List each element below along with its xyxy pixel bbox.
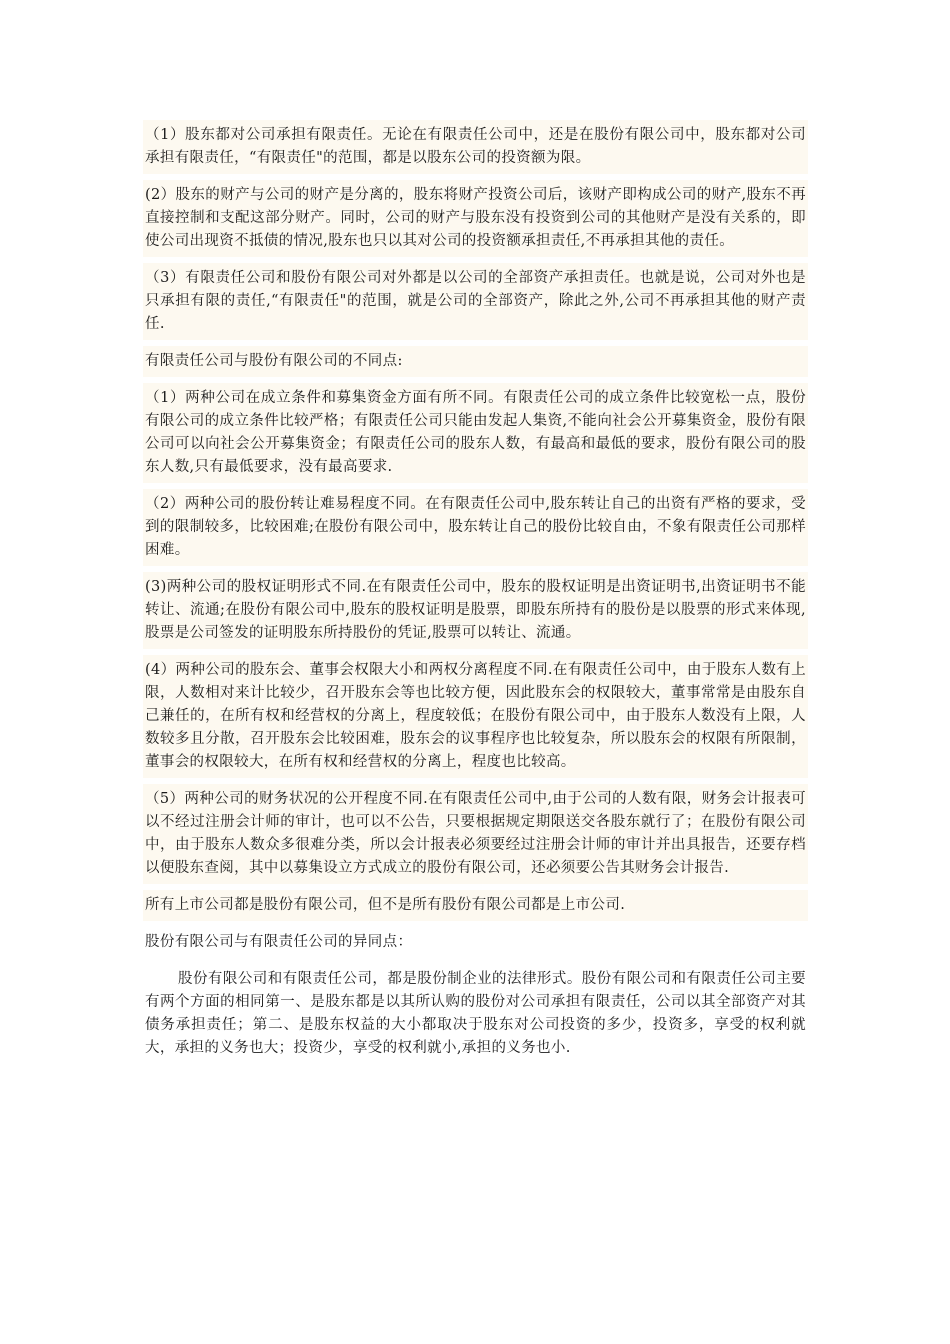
paragraph-common-2: (2）股东的财产与公司的财产是分离的，股东将财产投资公司后，该财产即构成公司的财产,股东不再直接控制和支配这部分财产。同时，公司的财产与股东没有投资到公司的其他财产是没有关系的，即使公司出现资不抵债的情况,股东也只以其对公司的投资额承担责任,不再承担其他的责任。: [143, 180, 808, 257]
paragraph-common-3: （3）有限责任公司和股份有限公司对外都是以公司的全部资产承担责任。也就是说，公司对外也是只承担有限的责任,“有限责任"的范围，就是公司的全部资产，除此之外,公司不再承担其他的财产责任.: [143, 263, 808, 340]
paragraph-listed-companies: 所有上市公司都是股份有限公司，但不是所有股份有限公司都是上市公司.: [143, 890, 808, 921]
section-heading-similarities: 股份有限公司与有限责任公司的异同点：: [145, 934, 413, 950]
section-heading-differences: 有限责任公司与股份有限公司的不同点:: [143, 346, 808, 377]
paragraph-difference-2: （2）两种公司的股份转让难易程度不同。在有限责任公司中,股东转让自己的出资有严格的要求，受到的限制较多，比较困难;在股份有限公司中，股东转让自己的股份比较自由，不象有限责任公司那样困难。: [143, 489, 808, 566]
paragraph-similarities: 股份有限公司和有限责任公司，都是股份制企业的法律形式。股份有限公司和有限责任公司主要有两个方面的相同第一、是股东都是以其所认购的股份对公司承担有限责任，公司以其全部资产对其债务承担责任；第二、是股东权益的大小都取决于股东对公司投资的多少，投资多，享受的权利就大，承担的义务也大；投资少，享受的权利就小,承担的义务也小.: [145, 971, 806, 1056]
paragraph-difference-1: （1）两种公司在成立条件和募集资金方面有所不同。有限责任公司的成立条件比较宽松一点，股份有限公司的成立条件比较严格；有限责任公司只能由发起人集资,不能向社会公开募集资金，股份有限公司可以向社会公开募集资金；有限责任公司的股东人数，有最高和最低的要求，股份有限公司的股东人数,只有最低要求，没有最高要求.: [143, 383, 808, 483]
paragraph-difference-5: （5）两种公司的财务状况的公开程度不同.在有限责任公司中,由于公司的人数有限，财务会计报表可以不经过注册会计师的审计，也可以不公告，只要根据规定期限送交各股东就行了；在股份有限公司中，由于股东人数众多很难分类，所以会计报表必须要经过注册会计师的审计并出具报告，还要存档以便股东查阅，其中以募集设立方式成立的股份有限公司，还必须要公告其财务会计报告.: [143, 784, 808, 884]
document-body: [143, 120, 808, 1064]
paragraph-difference-4: (4）两种公司的股东会、董事会权限大小和两权分离程度不同.在有限责任公司中，由于股东人数有上限，人数相对来计比较少，召开股东会等也比较方便，因此股东会的权限较大，董事常常是由股东自己兼任的，在所有权和经营权的分离上，程度较低；在股份有限公司中，由于股东人数没有上限，人数较多且分散，召开股东会比较困难，股东会的议事程序也比较复杂，所以股东会的权限有所限制，董事会的权限较大，在所有权和经营权的分离上，程度也比较高。: [143, 655, 808, 778]
paragraph-difference-3: (3)两种公司的股权证明形式不同.在有限责任公司中，股东的股权证明是出资证明书,出资证明书不能转让、流通;在股份有限公司中,股东的股权证明是股票，即股东所持有的股份是以股票的形式来体现,股票是公司签发的证明股东所持股份的凭证,股票可以转让、流通。: [143, 572, 808, 649]
paragraph-common-1: （1）股东都对公司承担有限责任。无论在有限责任公司中，还是在股份有限公司中，股东都对公司承担有限责任，“有限责任"的范围，都是以股东公司的投资额为限。: [143, 120, 808, 174]
